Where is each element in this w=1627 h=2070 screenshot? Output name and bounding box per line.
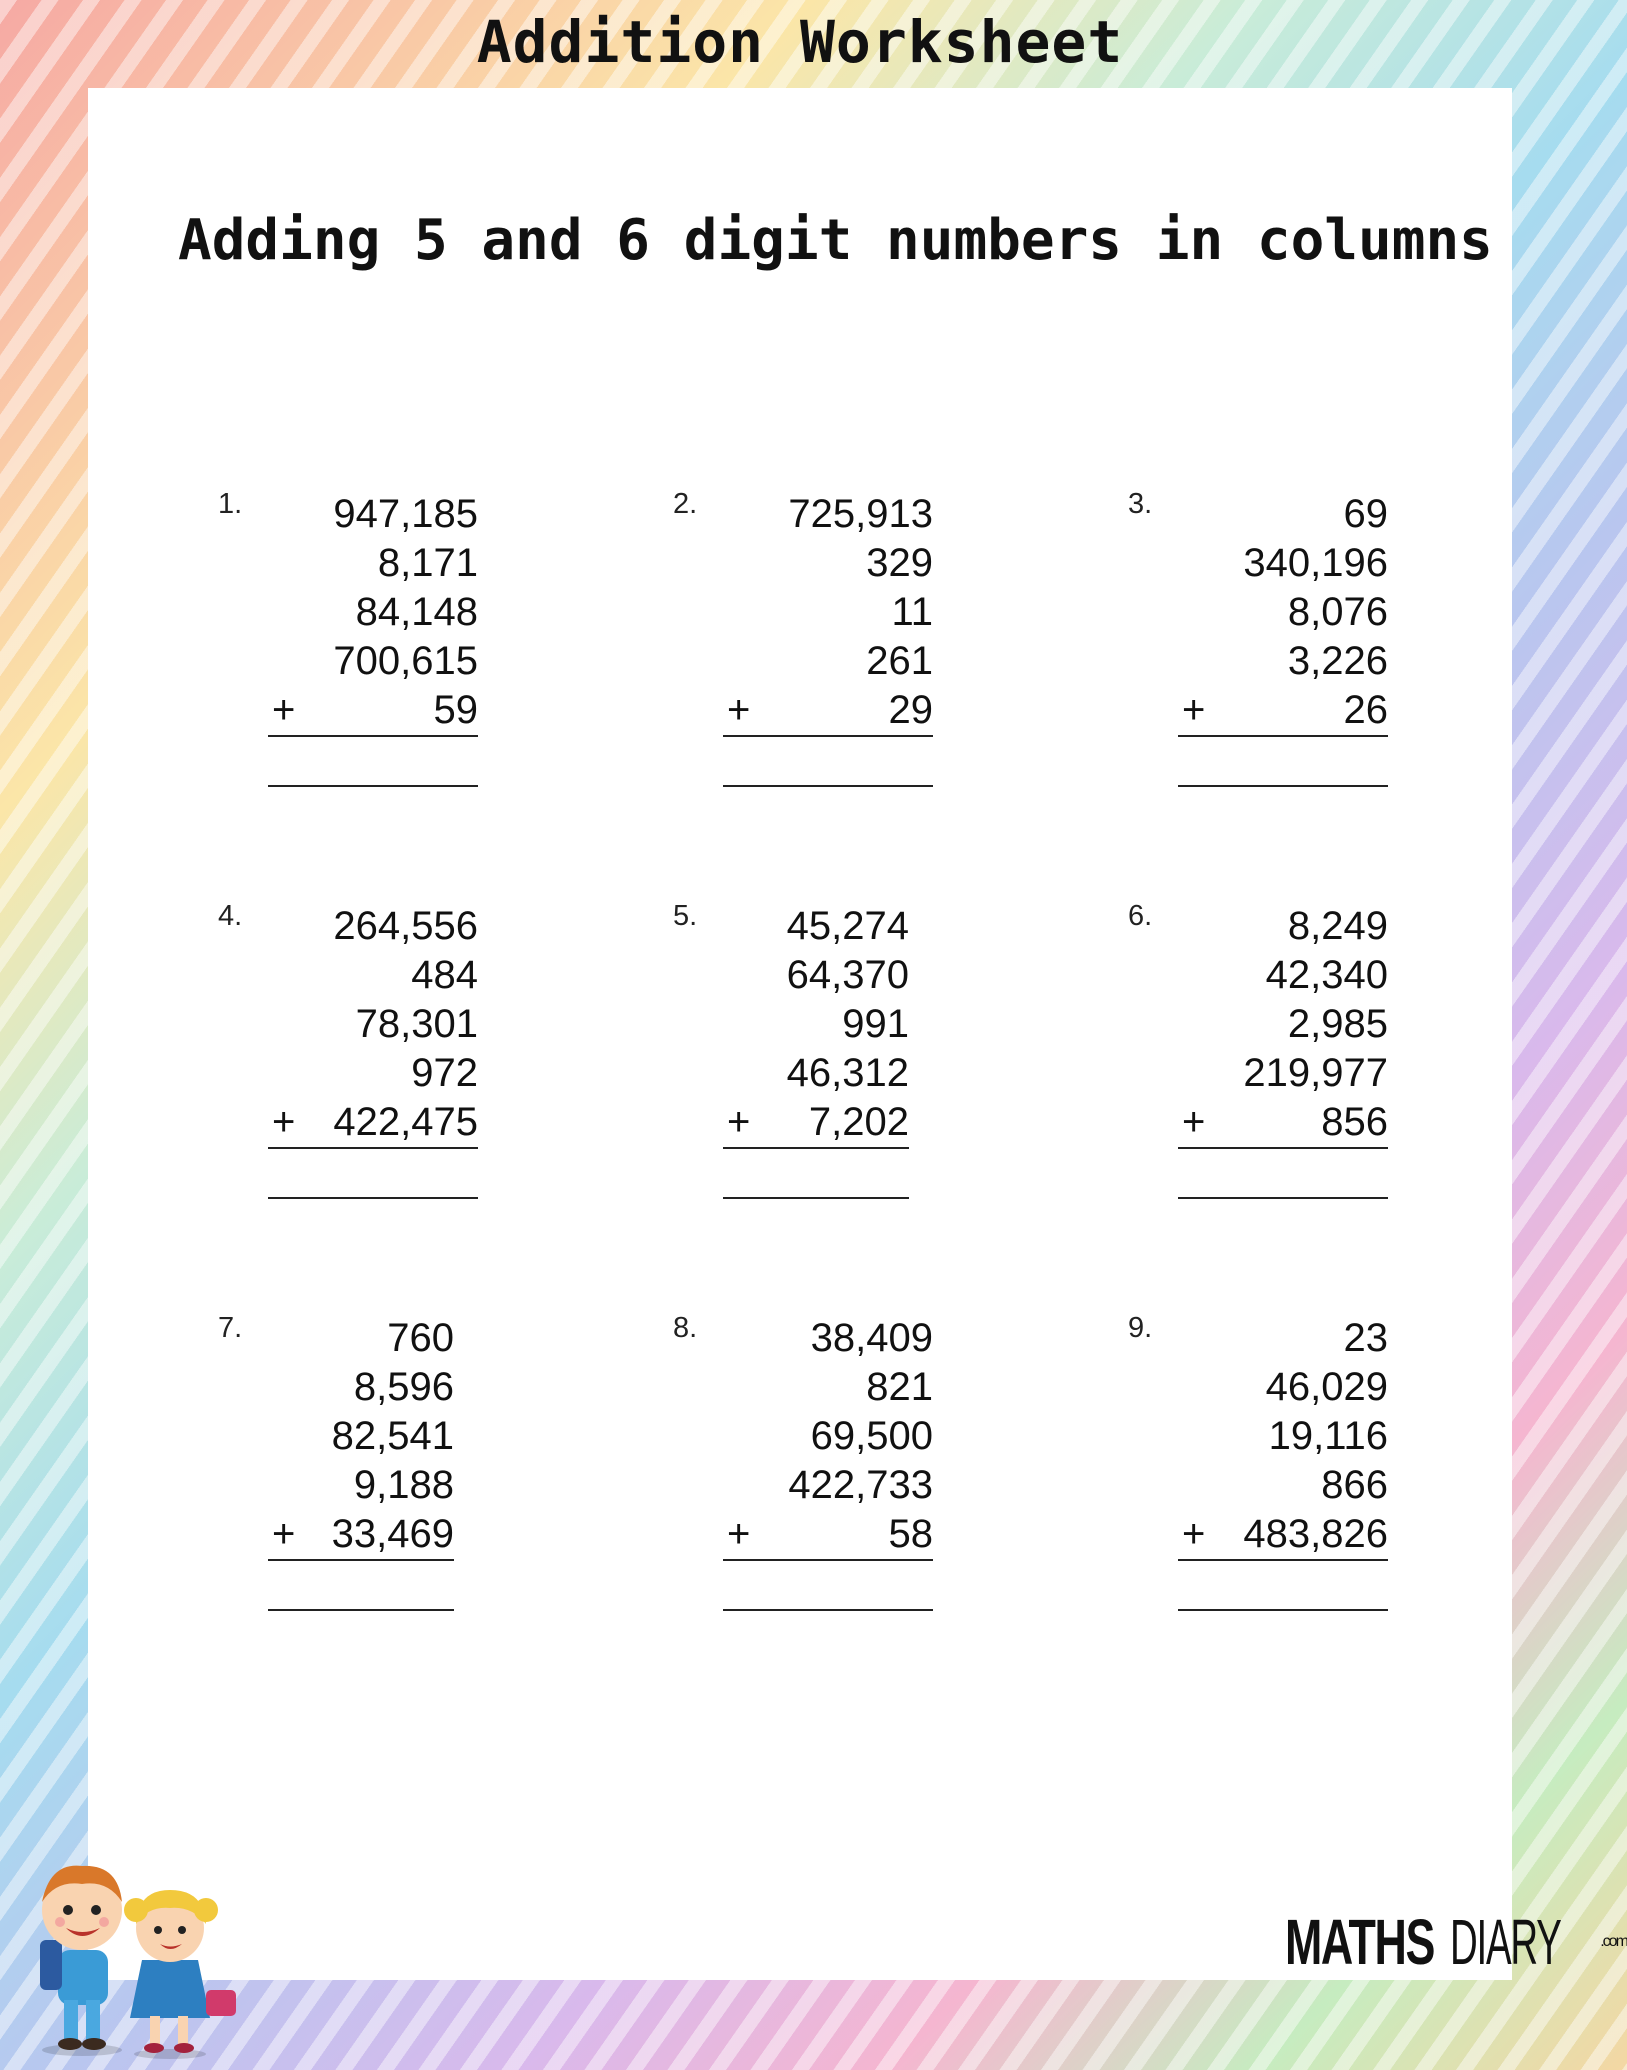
last-addend-row bbox=[1178, 686, 1388, 737]
addend: 33,469 bbox=[331, 1512, 454, 1556]
addend: 8,076 bbox=[1287, 590, 1388, 634]
mathsdiary-logo bbox=[1285, 1906, 1627, 1978]
addend: 78,301 bbox=[355, 1002, 478, 1046]
addend: 760 bbox=[387, 1316, 454, 1360]
addend: 866 bbox=[1321, 1463, 1388, 1507]
addend: 64,370 bbox=[786, 953, 909, 997]
problem-9 bbox=[1128, 1312, 1408, 1652]
problem-4 bbox=[218, 900, 498, 1240]
addend: 2,985 bbox=[1287, 1002, 1388, 1046]
answer-line[interactable] bbox=[1178, 785, 1388, 787]
logo-maths: MATHS bbox=[1285, 1906, 1434, 1978]
problem-2 bbox=[673, 488, 953, 828]
addend-column bbox=[1178, 490, 1388, 787]
problem-number: 7. bbox=[218, 1312, 243, 1344]
problem-number: 2. bbox=[673, 488, 698, 520]
addend: 82,541 bbox=[331, 1414, 454, 1458]
addend: 46,312 bbox=[786, 1051, 909, 1095]
answer-line[interactable] bbox=[268, 1609, 454, 1611]
problem-number: 5. bbox=[673, 900, 698, 932]
kids-illustration bbox=[20, 1840, 240, 2062]
answer-line[interactable] bbox=[1178, 1609, 1388, 1611]
addend-column bbox=[268, 1314, 454, 1611]
plus-sign: + bbox=[727, 688, 751, 732]
addend: 821 bbox=[866, 1365, 933, 1409]
answer-line[interactable] bbox=[1178, 1197, 1388, 1199]
addend: 856 bbox=[1321, 1100, 1388, 1144]
addend: 947,185 bbox=[333, 492, 478, 536]
last-addend-row bbox=[1178, 1098, 1388, 1149]
addend: 45,274 bbox=[786, 904, 909, 948]
problem-1 bbox=[218, 488, 498, 828]
addend-column bbox=[723, 1314, 933, 1611]
problem-number: 3. bbox=[1128, 488, 1153, 520]
last-addend-row bbox=[268, 1098, 478, 1149]
addend: 991 bbox=[842, 1002, 909, 1046]
addend: 23 bbox=[1343, 1316, 1388, 1360]
logo-com: .com bbox=[1600, 1933, 1627, 1950]
addend: 59 bbox=[433, 688, 478, 732]
page-title: Addition Worksheet bbox=[476, 8, 1124, 76]
answer-line[interactable] bbox=[723, 785, 933, 787]
problem-number: 8. bbox=[673, 1312, 698, 1344]
answer-line[interactable] bbox=[723, 1609, 933, 1611]
plus-sign: + bbox=[1182, 688, 1206, 732]
addend-column bbox=[268, 902, 478, 1199]
addend: 69,500 bbox=[810, 1414, 933, 1458]
addend: 700,615 bbox=[333, 639, 478, 683]
last-addend-row bbox=[723, 686, 933, 737]
addend: 42,340 bbox=[1265, 953, 1388, 997]
addend: 422,475 bbox=[333, 1100, 478, 1144]
plus-sign: + bbox=[727, 1100, 751, 1144]
plus-sign: + bbox=[1182, 1512, 1206, 1556]
addend: 340,196 bbox=[1243, 541, 1388, 585]
addend: 11 bbox=[891, 590, 933, 634]
addend: 38,409 bbox=[810, 1316, 933, 1360]
addend: 58 bbox=[888, 1512, 933, 1556]
answer-line[interactable] bbox=[268, 1197, 478, 1199]
problem-number: 6. bbox=[1128, 900, 1153, 932]
addend-column bbox=[1178, 1314, 1388, 1611]
addend: 29 bbox=[888, 688, 933, 732]
last-addend-row bbox=[268, 686, 478, 737]
problem-number: 1. bbox=[218, 488, 243, 520]
addend: 725,913 bbox=[788, 492, 933, 536]
addend: 8,171 bbox=[377, 541, 478, 585]
plus-sign: + bbox=[727, 1512, 751, 1556]
plus-sign: + bbox=[1182, 1100, 1206, 1144]
addend-column bbox=[723, 902, 909, 1199]
worksheet-subtitle: Adding 5 and 6 digit numbers in columns bbox=[178, 208, 1493, 273]
addend-column bbox=[268, 490, 478, 787]
addend: 483,826 bbox=[1243, 1512, 1388, 1556]
problem-5 bbox=[673, 900, 953, 1240]
plus-sign: + bbox=[272, 1100, 296, 1144]
addend: 9,188 bbox=[353, 1463, 454, 1507]
last-addend-row bbox=[1178, 1510, 1388, 1561]
addend: 26 bbox=[1343, 688, 1388, 732]
addend-column bbox=[723, 490, 933, 787]
addend: 972 bbox=[411, 1051, 478, 1095]
addend: 3,226 bbox=[1287, 639, 1388, 683]
addend: 7,202 bbox=[808, 1100, 909, 1144]
addend: 219,977 bbox=[1243, 1051, 1388, 1095]
problem-3 bbox=[1128, 488, 1408, 828]
addend: 69 bbox=[1343, 492, 1388, 536]
problem-7 bbox=[218, 1312, 498, 1652]
last-addend-row bbox=[268, 1510, 454, 1561]
addend: 8,596 bbox=[353, 1365, 454, 1409]
problem-8 bbox=[673, 1312, 953, 1652]
last-addend-row bbox=[723, 1510, 933, 1561]
addend: 422,733 bbox=[788, 1463, 933, 1507]
problem-6 bbox=[1128, 900, 1408, 1240]
last-addend-row bbox=[723, 1098, 909, 1149]
addend: 46,029 bbox=[1265, 1365, 1388, 1409]
addend: 84,148 bbox=[355, 590, 478, 634]
plus-sign: + bbox=[272, 1512, 296, 1556]
addend: 264,556 bbox=[333, 904, 478, 948]
problem-number: 9. bbox=[1128, 1312, 1153, 1344]
addend: 329 bbox=[866, 541, 933, 585]
addend: 8,249 bbox=[1287, 904, 1388, 948]
answer-line[interactable] bbox=[723, 1197, 909, 1199]
answer-line[interactable] bbox=[268, 785, 478, 787]
logo-diary: DIARY bbox=[1449, 1906, 1561, 1978]
problem-number: 4. bbox=[218, 900, 243, 932]
addend: 484 bbox=[411, 953, 478, 997]
worksheet-paper bbox=[88, 88, 1512, 1980]
addend: 19,116 bbox=[1268, 1414, 1388, 1458]
addend: 261 bbox=[866, 639, 933, 683]
plus-sign: + bbox=[272, 688, 296, 732]
addend-column bbox=[1178, 902, 1388, 1199]
